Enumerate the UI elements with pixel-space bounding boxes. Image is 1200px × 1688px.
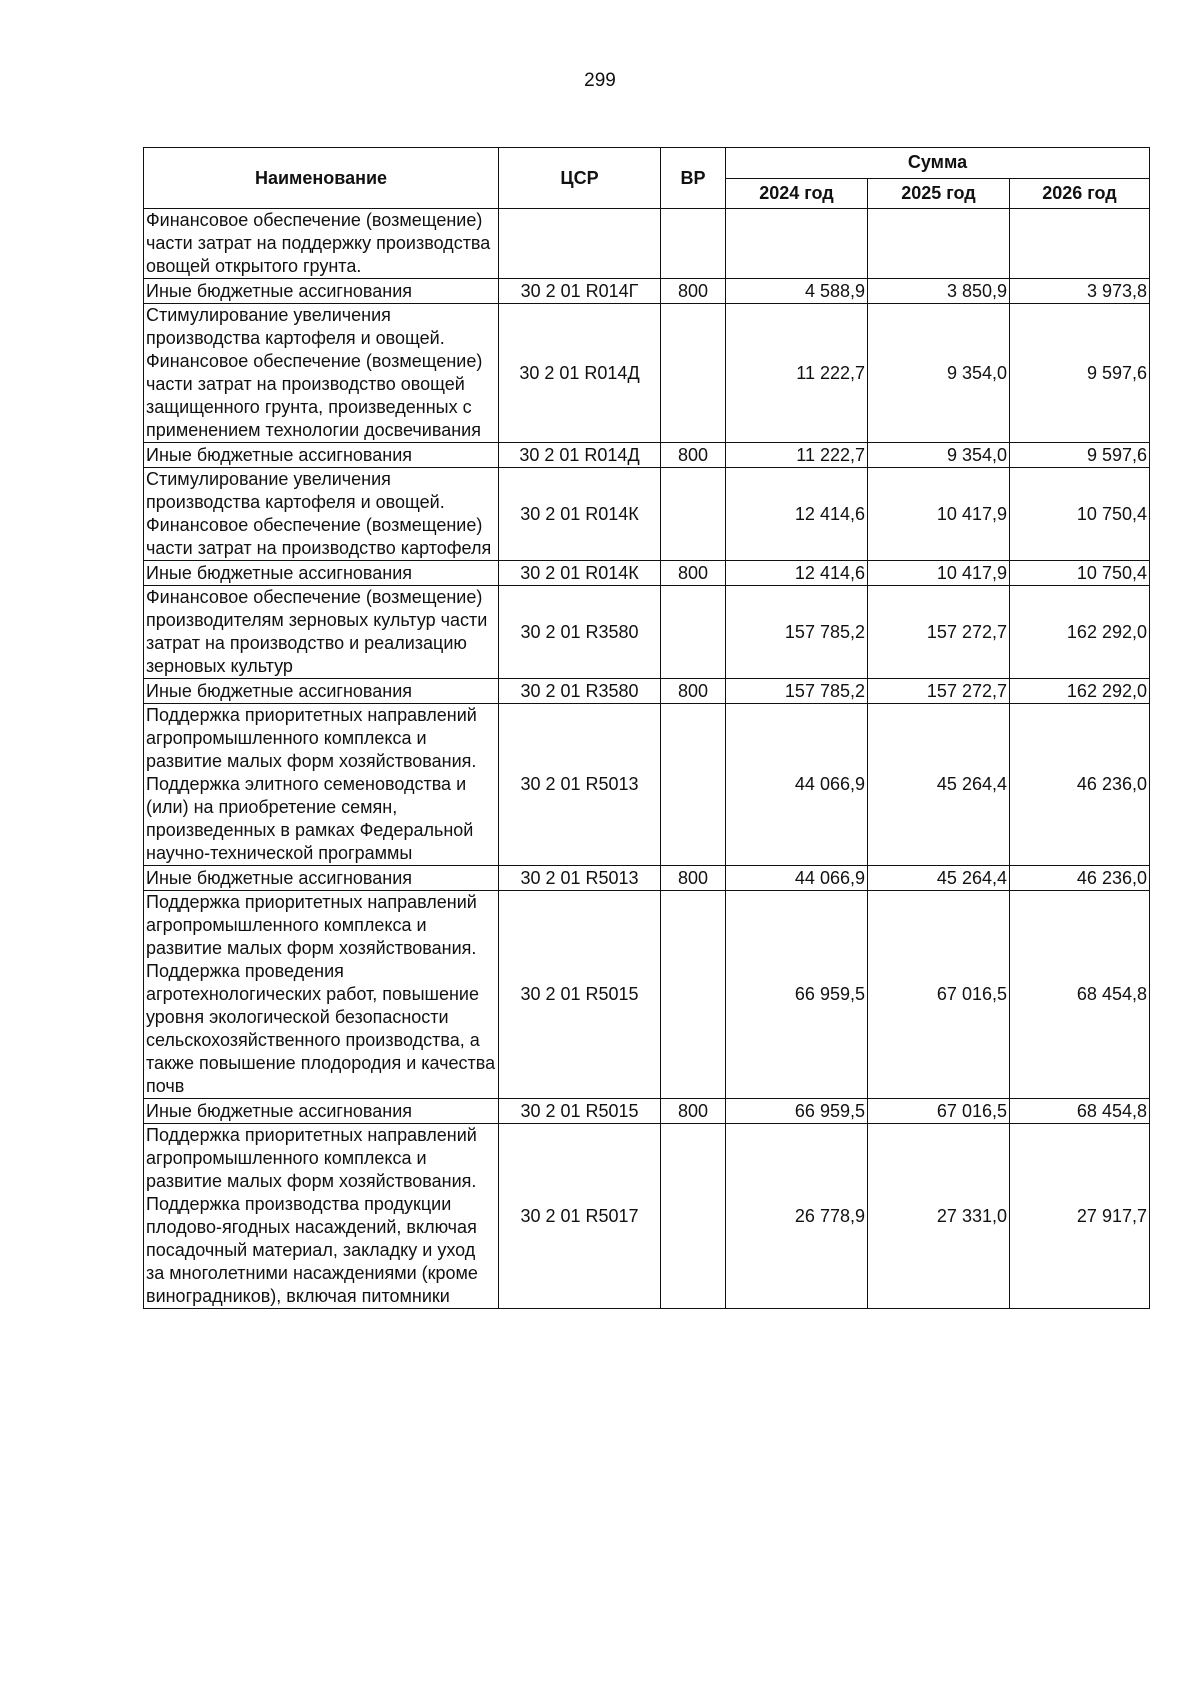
row-sum-2025: 45 264,4: [868, 704, 1010, 866]
header-vr: ВР: [661, 148, 726, 209]
row-vr: 800: [661, 443, 726, 468]
table-row: [144, 304, 1150, 443]
row-csr: 30 2 01 R014Д: [499, 304, 661, 443]
row-sum-2025: 9 354,0: [868, 304, 1010, 443]
row-sum-2025: 10 417,9: [868, 468, 1010, 561]
row-sum-2026: 9 597,6: [1010, 304, 1150, 443]
row-sum-2026: 10 750,4: [1010, 468, 1150, 561]
row-sum-2026: 10 750,4: [1010, 561, 1150, 586]
header-sum: Сумма: [726, 148, 1150, 179]
header-name: Наименование: [144, 148, 499, 209]
row-vr: [661, 209, 726, 279]
row-name: Иные бюджетные ассигнования: [144, 561, 499, 586]
row-sum-2024: 12 414,6: [726, 561, 868, 586]
table-row: [144, 1099, 1150, 1124]
row-name: Финансовое обеспечение (возмещение) части затрат на поддержку производства овощей открытого грунта.: [144, 209, 499, 279]
row-sum-2025: 157 272,7: [868, 586, 1010, 679]
row-name: Поддержка приоритетных направлений агропромышленного комплекса и развитие малых форм хозяйствования. Поддержка элитного семеноводства и (или) на приобретение семян, произведенных в рамках Федеральной научно-технической программы: [144, 704, 499, 866]
row-sum-2025: [868, 209, 1010, 279]
budget-table: [143, 147, 1150, 1309]
table-header: [144, 148, 1150, 209]
table-row: [144, 866, 1150, 891]
row-csr: 30 2 01 R5017: [499, 1124, 661, 1309]
row-sum-2025: 45 264,4: [868, 866, 1010, 891]
row-sum-2025: 10 417,9: [868, 561, 1010, 586]
row-sum-2024: 66 959,5: [726, 1099, 868, 1124]
header-year-2025: 2025 год: [868, 178, 1010, 209]
row-vr: [661, 468, 726, 561]
row-sum-2026: 46 236,0: [1010, 704, 1150, 866]
row-name: Стимулирование увеличения производства картофеля и овощей. Финансовое обеспечение (возмещение) части затрат на производство картофеля: [144, 468, 499, 561]
header-year-2026: 2026 год: [1010, 178, 1150, 209]
row-sum-2024: 26 778,9: [726, 1124, 868, 1309]
row-name: Иные бюджетные ассигнования: [144, 443, 499, 468]
header-year-2024: 2024 год: [726, 178, 868, 209]
row-name: Поддержка приоритетных направлений агропромышленного комплекса и развитие малых форм хозяйствования. Поддержка проведения агротехнологических работ, повышение уровня экологической безопасности сельскохозяйственного производства, а также повышение плодородия и качества почв: [144, 891, 499, 1099]
row-vr: [661, 704, 726, 866]
row-csr: 30 2 01 R5015: [499, 891, 661, 1099]
row-name: Поддержка приоритетных направлений агропромышленного комплекса и развитие малых форм хозяйствования. Поддержка производства продукции плодово-ягодных насаждений, включая посадочный материал, закладку и уход за многолетними насаждениями (кроме виноградников), включая питомники: [144, 1124, 499, 1309]
row-sum-2025: 27 331,0: [868, 1124, 1010, 1309]
row-sum-2024: 157 785,2: [726, 679, 868, 704]
row-sum-2026: 27 917,7: [1010, 1124, 1150, 1309]
row-csr: 30 2 01 R5013: [499, 704, 661, 866]
row-sum-2026: 46 236,0: [1010, 866, 1150, 891]
table-row: [144, 891, 1150, 1099]
header-csr: ЦСР: [499, 148, 661, 209]
row-sum-2024: 12 414,6: [726, 468, 868, 561]
row-sum-2026: 3 973,8: [1010, 279, 1150, 304]
row-vr: 800: [661, 279, 726, 304]
table-row: [144, 279, 1150, 304]
row-vr: 800: [661, 679, 726, 704]
row-name: Иные бюджетные ассигнования: [144, 866, 499, 891]
row-csr: 30 2 01 R014Д: [499, 443, 661, 468]
table-row: [144, 209, 1150, 279]
row-vr: [661, 304, 726, 443]
row-sum-2026: 162 292,0: [1010, 586, 1150, 679]
table-row: [144, 704, 1150, 866]
row-csr: 30 2 01 R5013: [499, 866, 661, 891]
table-row: [144, 468, 1150, 561]
row-sum-2026: 162 292,0: [1010, 679, 1150, 704]
row-sum-2024: 157 785,2: [726, 586, 868, 679]
row-sum-2026: 9 597,6: [1010, 443, 1150, 468]
row-sum-2025: 9 354,0: [868, 443, 1010, 468]
row-vr: 800: [661, 1099, 726, 1124]
page-number: 299: [584, 70, 616, 91]
row-sum-2024: [726, 209, 868, 279]
row-csr: 30 2 01 R3580: [499, 586, 661, 679]
row-sum-2026: [1010, 209, 1150, 279]
row-sum-2026: 68 454,8: [1010, 891, 1150, 1099]
table-row: [144, 586, 1150, 679]
row-name: Иные бюджетные ассигнования: [144, 679, 499, 704]
row-name: Иные бюджетные ассигнования: [144, 1099, 499, 1124]
row-vr: [661, 891, 726, 1099]
table-body: [144, 209, 1150, 1309]
row-sum-2025: 157 272,7: [868, 679, 1010, 704]
row-vr: 800: [661, 561, 726, 586]
row-vr: 800: [661, 866, 726, 891]
row-csr: 30 2 01 R014К: [499, 468, 661, 561]
row-sum-2025: 3 850,9: [868, 279, 1010, 304]
row-sum-2024: 11 222,7: [726, 304, 868, 443]
row-sum-2024: 44 066,9: [726, 704, 868, 866]
table-row: [144, 679, 1150, 704]
row-sum-2025: 67 016,5: [868, 1099, 1010, 1124]
row-vr: [661, 1124, 726, 1309]
table-row: [144, 561, 1150, 586]
row-name: Стимулирование увеличения производства картофеля и овощей. Финансовое обеспечение (возмещение) части затрат на производство овощей защищенного грунта, произведенных с применением технологии досвечивания: [144, 304, 499, 443]
table-row: [144, 1124, 1150, 1309]
table-row: [144, 443, 1150, 468]
row-name: Иные бюджетные ассигнования: [144, 279, 499, 304]
row-vr: [661, 586, 726, 679]
row-csr: 30 2 01 R014Г: [499, 279, 661, 304]
row-csr: 30 2 01 R3580: [499, 679, 661, 704]
row-sum-2024: 44 066,9: [726, 866, 868, 891]
row-sum-2024: 4 588,9: [726, 279, 868, 304]
row-sum-2026: 68 454,8: [1010, 1099, 1150, 1124]
row-name: Финансовое обеспечение (возмещение) производителям зерновых культур части затрат на производство и реализацию зерновых культур: [144, 586, 499, 679]
row-sum-2024: 66 959,5: [726, 891, 868, 1099]
row-csr: 30 2 01 R5015: [499, 1099, 661, 1124]
row-sum-2024: 11 222,7: [726, 443, 868, 468]
row-sum-2025: 67 016,5: [868, 891, 1010, 1099]
row-csr: [499, 209, 661, 279]
row-csr: 30 2 01 R014К: [499, 561, 661, 586]
